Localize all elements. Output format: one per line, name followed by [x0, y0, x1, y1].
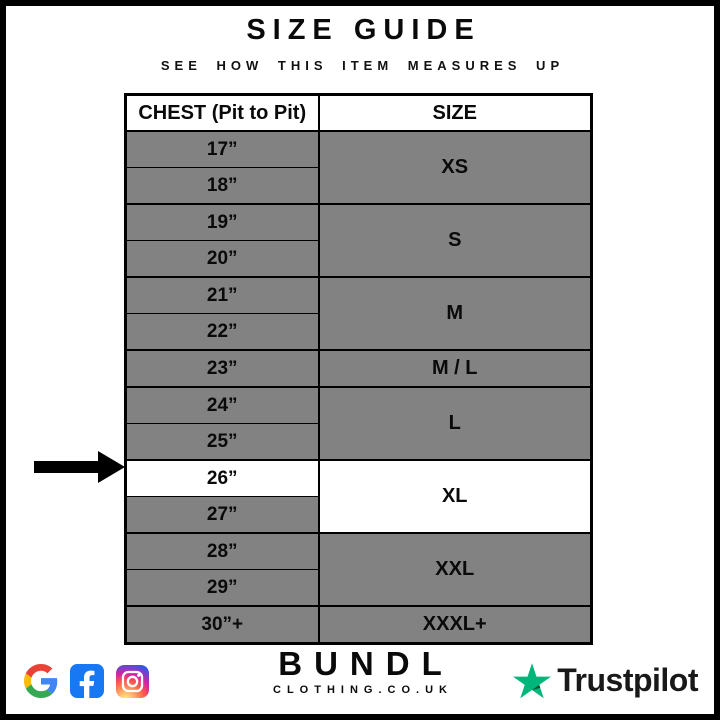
- size-cell-s: S: [319, 204, 592, 277]
- chest-cell: 17”: [126, 131, 319, 168]
- size-cell-l: L: [319, 387, 592, 460]
- table-row: [126, 387, 592, 424]
- chest-cell: 18”: [126, 168, 319, 205]
- chest-cell: 27”: [126, 497, 319, 534]
- trustpilot-label: Trustpilot: [557, 662, 698, 698]
- table-row: [126, 277, 592, 314]
- chest-cell: 21”: [126, 277, 319, 314]
- trustpilot-star-icon: [513, 662, 551, 699]
- table-header-row: [126, 95, 592, 132]
- size-cell-ml: M / L: [319, 350, 592, 387]
- size-cell-xxl: XXL: [319, 533, 592, 606]
- size-cell-xxxl: XXXL+: [319, 606, 592, 644]
- table-row-highlighted: [126, 460, 592, 497]
- size-cell-m: M: [319, 277, 592, 350]
- chest-cell: 19”: [126, 204, 319, 241]
- table-row: [126, 204, 592, 241]
- highlight-arrow-icon: [34, 448, 126, 486]
- table-row: [126, 533, 592, 570]
- brand-name: BUNDL: [278, 645, 454, 682]
- table-row: [126, 131, 592, 168]
- size-column-header: SIZE: [319, 95, 592, 132]
- chest-cell: 25”: [126, 424, 319, 461]
- size-cell-xs: XS: [319, 131, 592, 204]
- page-subtitle: SEE HOW THIS ITEM MEASURES UP: [160, 58, 565, 73]
- brand-domain: CLOTHING.CO.UK: [273, 683, 453, 696]
- chest-cell: 28”: [126, 533, 319, 570]
- chest-column-header: CHEST (Pit to Pit): [126, 95, 319, 132]
- trustpilot-logo: [513, 662, 698, 699]
- chest-cell: 22”: [126, 314, 319, 351]
- chest-cell: 23”: [126, 350, 319, 387]
- chest-cell: 30”+: [126, 606, 319, 644]
- size-cell-xl-highlighted: XL: [319, 460, 592, 533]
- chest-cell-highlighted: 26”: [126, 460, 319, 497]
- size-table: [124, 93, 593, 645]
- chest-cell: 29”: [126, 570, 319, 607]
- table-row: [126, 350, 592, 387]
- page-title: SIZE GUIDE: [246, 14, 481, 46]
- chest-cell: 20”: [126, 241, 319, 278]
- chest-cell: 24”: [126, 387, 319, 424]
- table-row: [126, 606, 592, 644]
